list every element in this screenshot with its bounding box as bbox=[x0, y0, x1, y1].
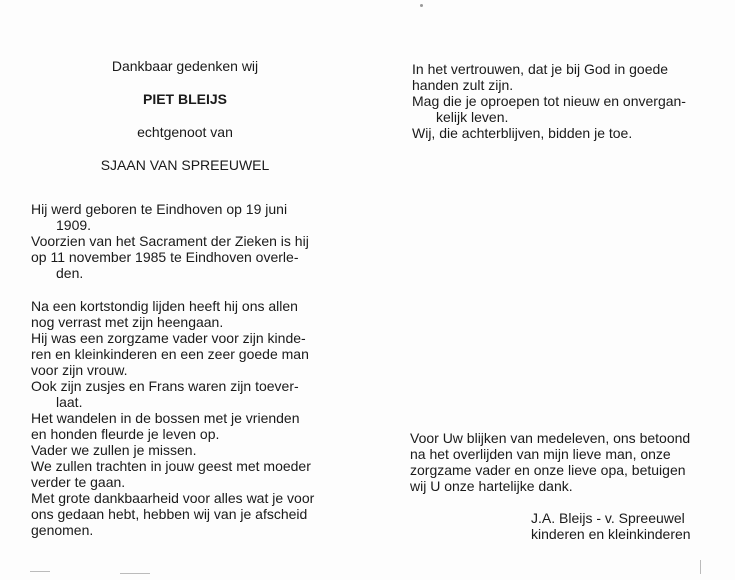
paragraph-line: handen zult zijn. bbox=[412, 77, 514, 93]
paragraph-line: We zullen trachten in jouw geest met moeder bbox=[31, 458, 311, 474]
paragraph-line: Ook zijn zusjes en Frans waren zijn toever- bbox=[31, 378, 299, 394]
paragraph-line: ren en kleinkinderen en een zeer goede man bbox=[31, 346, 309, 362]
scan-dash bbox=[120, 573, 150, 574]
scan-speck bbox=[420, 4, 423, 7]
paragraph-line: In het vertrouwen, dat je bij God in goede bbox=[412, 61, 669, 77]
paragraph-line: Hij werd geboren te Eindhoven op 19 juni bbox=[31, 201, 288, 217]
scan-dash bbox=[700, 560, 701, 574]
spouse-name: SJAAN VAN SPREEUWEL bbox=[100, 157, 270, 173]
paragraph-line: Voor Uw blijken van medeleven, ons betoond bbox=[410, 430, 691, 446]
paragraph-line: genomen. bbox=[31, 522, 94, 538]
paragraph-line: Voorzien van het Sacrament der Zieken is hij bbox=[31, 233, 309, 249]
paragraph-line: ons gedaan hebt, hebben wij van je afscheid bbox=[31, 506, 308, 522]
paragraph-line: Vader we zullen je missen. bbox=[31, 442, 197, 458]
paragraph-line: Mag die je oproepen tot nieuw en onvergan- bbox=[412, 93, 686, 109]
paragraph-line: Na een kortstondig lijden heeft hij ons allen bbox=[31, 298, 298, 314]
signature-line: J.A. Bleijs - v. Spreeuwel bbox=[531, 510, 685, 526]
paragraph-line: Met grote dankbaarheid voor alles wat je voor bbox=[31, 490, 315, 506]
paragraph-line: den. bbox=[56, 265, 84, 281]
paragraph-line: zorgzame vader en onze lieve opa, betuigen bbox=[410, 462, 686, 478]
signature-line: kinderen en kleinkinderen bbox=[531, 526, 691, 542]
scan-dash bbox=[30, 571, 50, 572]
deceased-name: PIET BLEIJS bbox=[142, 91, 228, 107]
paragraph-line: op 11 november 1985 te Eindhoven overle- bbox=[31, 249, 299, 265]
paragraph-line: nog verrast met zijn heengaan. bbox=[31, 314, 224, 330]
paragraph-line: en honden fleurde je leven op. bbox=[31, 426, 220, 442]
paragraph-line: Het wandelen in de bossen met je vrienden bbox=[31, 410, 300, 426]
relation-text: echtgenoot van bbox=[137, 124, 233, 140]
paragraph-line: Hij was een zorgzame vader voor zijn kinde- bbox=[31, 330, 306, 346]
paragraph-line: wij U onze hartelijke dank. bbox=[410, 478, 573, 494]
paragraph-line: laat. bbox=[56, 394, 83, 410]
paragraph-line: Wij, die achterblijven, bidden je toe. bbox=[412, 125, 633, 141]
paragraph-line: na het overlijden van mijn lieve man, onze bbox=[410, 446, 671, 462]
paragraph-line: verder te gaan. bbox=[31, 474, 126, 490]
intro-text: Dankbaar gedenken wij bbox=[111, 58, 259, 74]
paragraph-line: 1909. bbox=[56, 217, 92, 233]
paragraph-line: voor zijn vrouw. bbox=[31, 362, 128, 378]
paragraph-line: kelijk leven. bbox=[436, 109, 509, 125]
